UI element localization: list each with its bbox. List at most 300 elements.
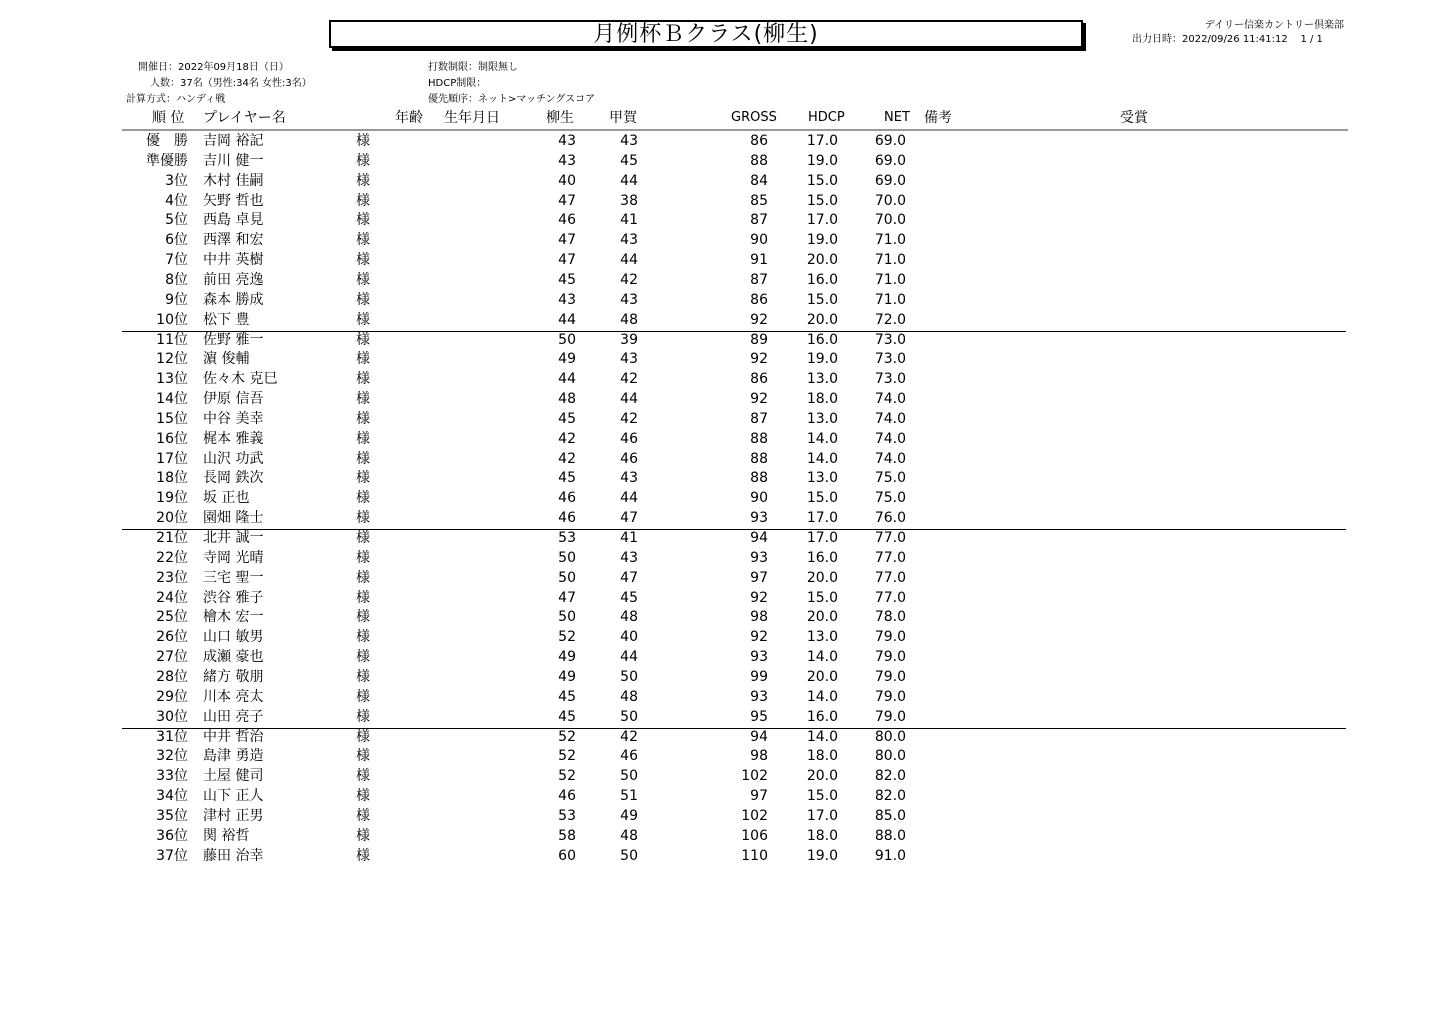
rank-cell: 30位 bbox=[156, 708, 188, 725]
koga-score-cell: 44 bbox=[620, 649, 638, 666]
net-cell: 73.0 bbox=[874, 371, 906, 388]
honorific-cell: 様 bbox=[356, 172, 370, 189]
net-cell: 77.0 bbox=[874, 530, 906, 546]
player-name-cell: 佐野 雅一 bbox=[203, 331, 264, 348]
rank-cell: 15位 bbox=[156, 410, 188, 427]
yagyu-score-cell: 50 bbox=[558, 609, 576, 626]
gross-cell: 98 bbox=[750, 609, 768, 626]
player-name-cell: 土屋 健司 bbox=[203, 768, 264, 785]
player-name-cell: 木村 佳嗣 bbox=[203, 172, 264, 189]
net-cell: 73.0 bbox=[874, 331, 906, 348]
table-row bbox=[0, 509, 1433, 528]
player-name-cell: 松下 豊 bbox=[203, 311, 250, 328]
player-name-cell: 坂 正也 bbox=[203, 490, 250, 507]
net-cell: 82.0 bbox=[874, 788, 906, 805]
net-cell: 80.0 bbox=[874, 748, 906, 765]
player-name-cell: 中井 哲治 bbox=[203, 728, 264, 745]
rank-cell: 32位 bbox=[156, 748, 188, 765]
rank-cell: 35位 bbox=[156, 807, 188, 824]
honorific-cell: 様 bbox=[356, 768, 370, 785]
net-cell: 82.0 bbox=[874, 768, 906, 785]
table-row bbox=[0, 648, 1433, 667]
table-row bbox=[0, 688, 1433, 707]
player-name-cell: 中井 英樹 bbox=[203, 252, 264, 269]
rank-cell: 7位 bbox=[165, 252, 188, 269]
yagyu-score-cell: 50 bbox=[558, 569, 576, 586]
yagyu-score-cell: 53 bbox=[558, 807, 576, 824]
honorific-cell: 様 bbox=[356, 490, 370, 507]
header-player: プレイヤー名 bbox=[203, 110, 286, 126]
report-title: 月例杯Ｂクラス(柳生) bbox=[329, 20, 1083, 48]
header-koga: 甲賀 bbox=[609, 110, 637, 126]
hdcp-cell: 19.0 bbox=[806, 232, 838, 249]
gross-cell: 94 bbox=[750, 530, 768, 546]
table-row bbox=[0, 370, 1433, 389]
net-cell: 71.0 bbox=[874, 232, 906, 249]
net-cell: 71.0 bbox=[874, 252, 906, 269]
table-row bbox=[0, 668, 1433, 687]
player-name-cell: 藤田 治幸 bbox=[203, 847, 264, 864]
gross-cell: 110 bbox=[741, 847, 768, 864]
table-row bbox=[0, 847, 1433, 866]
yagyu-score-cell: 46 bbox=[558, 788, 576, 805]
gross-cell: 90 bbox=[750, 232, 768, 249]
hdcp-cell: 17.0 bbox=[806, 510, 838, 527]
player-name-cell: 佐々木 克巳 bbox=[203, 371, 278, 388]
stroke-limit: 打数制限：制限無し bbox=[428, 62, 518, 73]
player-name-cell: 寺岡 光晴 bbox=[203, 549, 264, 566]
table-row bbox=[0, 390, 1433, 409]
hdcp-cell: 16.0 bbox=[806, 549, 838, 566]
honorific-cell: 様 bbox=[356, 847, 370, 864]
table-row bbox=[0, 192, 1433, 211]
yagyu-score-cell: 52 bbox=[558, 768, 576, 785]
player-name-cell: 成瀬 豪也 bbox=[203, 649, 264, 666]
koga-score-cell: 50 bbox=[620, 768, 638, 785]
player-name-cell: 西澤 和宏 bbox=[203, 232, 264, 249]
rank-cell: 25位 bbox=[156, 609, 188, 626]
yagyu-score-cell: 50 bbox=[558, 549, 576, 566]
honorific-cell: 様 bbox=[356, 788, 370, 805]
hdcp-cell: 18.0 bbox=[806, 748, 838, 765]
koga-score-cell: 47 bbox=[620, 569, 638, 586]
output-info bbox=[1132, 34, 1323, 46]
net-cell: 79.0 bbox=[874, 629, 906, 646]
yagyu-score-cell: 58 bbox=[558, 827, 576, 844]
yagyu-score-cell: 60 bbox=[558, 847, 576, 864]
net-cell: 85.0 bbox=[874, 807, 906, 824]
rank-cell: 37位 bbox=[156, 847, 188, 864]
header-yagyu: 柳生 bbox=[546, 110, 574, 126]
honorific-cell: 様 bbox=[356, 688, 370, 705]
yagyu-score-cell: 43 bbox=[558, 152, 576, 169]
rank-cell: 16位 bbox=[156, 430, 188, 447]
net-cell: 74.0 bbox=[874, 391, 906, 408]
player-name-cell: 川本 亮太 bbox=[203, 688, 264, 705]
player-name-cell: 北井 誠一 bbox=[203, 530, 264, 546]
honorific-cell: 様 bbox=[356, 450, 370, 467]
honorific-cell: 様 bbox=[356, 252, 370, 269]
hdcp-cell: 19.0 bbox=[806, 351, 838, 368]
yagyu-score-cell: 40 bbox=[558, 172, 576, 189]
player-name-cell: 矢野 哲也 bbox=[203, 192, 264, 209]
header-gross: GROSS bbox=[731, 110, 777, 125]
hdcp-cell: 20.0 bbox=[806, 569, 838, 586]
hdcp-cell: 13.0 bbox=[806, 371, 838, 388]
yagyu-score-cell: 47 bbox=[558, 252, 576, 269]
koga-score-cell: 41 bbox=[620, 530, 638, 546]
koga-score-cell: 44 bbox=[620, 172, 638, 189]
rank-cell: 5位 bbox=[165, 212, 188, 229]
honorific-cell: 様 bbox=[356, 609, 370, 626]
rank-cell: 29位 bbox=[156, 688, 188, 705]
table-row bbox=[0, 172, 1433, 191]
hdcp-cell: 16.0 bbox=[806, 271, 838, 288]
koga-score-cell: 48 bbox=[620, 311, 638, 328]
koga-score-cell: 42 bbox=[620, 728, 638, 745]
priority-order: 優先順序：ネット>マッチングスコア bbox=[428, 94, 596, 105]
table-row bbox=[0, 410, 1433, 429]
hdcp-limit: HDCP制限： bbox=[428, 78, 487, 89]
honorific-cell: 様 bbox=[356, 629, 370, 646]
player-name-cell: 山沢 功武 bbox=[203, 450, 264, 467]
rank-cell: 24位 bbox=[156, 589, 188, 606]
gross-cell: 93 bbox=[750, 510, 768, 527]
honorific-cell: 様 bbox=[356, 569, 370, 586]
koga-score-cell: 43 bbox=[620, 232, 638, 249]
player-name-cell: 山田 亮子 bbox=[203, 708, 264, 725]
header-birthdate: 生年月日 bbox=[444, 110, 500, 126]
net-cell: 91.0 bbox=[874, 847, 906, 864]
koga-score-cell: 43 bbox=[620, 291, 638, 308]
player-name-cell: 森本 勝成 bbox=[203, 291, 264, 308]
gross-cell: 86 bbox=[750, 371, 768, 388]
rank-cell: 6位 bbox=[165, 232, 188, 249]
net-cell: 76.0 bbox=[874, 510, 906, 527]
gross-cell: 91 bbox=[750, 252, 768, 269]
gross-cell: 88 bbox=[750, 430, 768, 447]
honorific-cell: 様 bbox=[356, 649, 370, 666]
calc-method: 計算方式：ハンディ戦 bbox=[126, 94, 226, 105]
rank-cell: 21位 bbox=[156, 530, 188, 546]
koga-score-cell: 47 bbox=[620, 510, 638, 527]
yagyu-score-cell: 43 bbox=[558, 291, 576, 308]
honorific-cell: 様 bbox=[356, 410, 370, 427]
hdcp-cell: 15.0 bbox=[806, 589, 838, 606]
yagyu-score-cell: 49 bbox=[558, 668, 576, 685]
hdcp-cell: 18.0 bbox=[806, 391, 838, 408]
player-name-cell: 園畑 隆士 bbox=[203, 510, 264, 527]
koga-score-cell: 44 bbox=[620, 391, 638, 408]
event-date: 開催日：2022年09月18日（日） bbox=[138, 62, 289, 73]
gross-cell: 88 bbox=[750, 470, 768, 487]
gross-cell: 97 bbox=[750, 569, 768, 586]
net-cell: 77.0 bbox=[874, 589, 906, 606]
hdcp-cell: 14.0 bbox=[806, 728, 838, 745]
koga-score-cell: 41 bbox=[620, 212, 638, 229]
net-cell: 74.0 bbox=[874, 450, 906, 467]
player-name-cell: 津村 正男 bbox=[203, 807, 264, 824]
table-row bbox=[0, 291, 1433, 310]
honorific-cell: 様 bbox=[356, 351, 370, 368]
koga-score-cell: 38 bbox=[620, 192, 638, 209]
header-award: 受賞 bbox=[1120, 110, 1148, 126]
table-row bbox=[0, 331, 1433, 350]
gross-cell: 102 bbox=[741, 807, 768, 824]
koga-score-cell: 50 bbox=[620, 668, 638, 685]
koga-score-cell: 45 bbox=[620, 152, 638, 169]
player-name-cell: 檜木 宏一 bbox=[203, 609, 264, 626]
honorific-cell: 様 bbox=[356, 133, 370, 149]
rank-cell: 12位 bbox=[156, 351, 188, 368]
player-name-cell: 長岡 鉄次 bbox=[203, 470, 264, 487]
honorific-cell: 様 bbox=[356, 549, 370, 566]
player-name-cell: 渋谷 雅子 bbox=[203, 589, 264, 606]
honorific-cell: 様 bbox=[356, 232, 370, 249]
hdcp-cell: 13.0 bbox=[806, 629, 838, 646]
honorific-cell: 様 bbox=[356, 510, 370, 527]
hdcp-cell: 17.0 bbox=[806, 133, 838, 149]
honorific-cell: 様 bbox=[356, 530, 370, 546]
rank-cell: 14位 bbox=[156, 391, 188, 408]
output-datetime: 出力日時：2022/09/26 11:41:12 bbox=[1132, 34, 1288, 45]
gross-cell: 93 bbox=[750, 688, 768, 705]
net-cell: 69.0 bbox=[874, 172, 906, 189]
player-name-cell: 濵 俊輔 bbox=[203, 351, 250, 368]
player-name-cell: 山下 正人 bbox=[203, 788, 264, 805]
rank-cell: 3位 bbox=[165, 172, 188, 189]
yagyu-score-cell: 43 bbox=[558, 133, 576, 149]
hdcp-cell: 17.0 bbox=[806, 212, 838, 229]
gross-cell: 92 bbox=[750, 351, 768, 368]
table-row bbox=[0, 628, 1433, 647]
yagyu-score-cell: 49 bbox=[558, 351, 576, 368]
gross-cell: 87 bbox=[750, 410, 768, 427]
player-name-cell: 吉岡 裕記 bbox=[203, 133, 264, 149]
net-cell: 79.0 bbox=[874, 668, 906, 685]
rank-cell: 28位 bbox=[156, 668, 188, 685]
rank-cell: 9位 bbox=[165, 291, 188, 308]
hdcp-cell: 15.0 bbox=[806, 291, 838, 308]
hdcp-cell: 13.0 bbox=[806, 410, 838, 427]
honorific-cell: 様 bbox=[356, 152, 370, 169]
koga-score-cell: 48 bbox=[620, 688, 638, 705]
honorific-cell: 様 bbox=[356, 291, 370, 308]
honorific-cell: 様 bbox=[356, 331, 370, 348]
net-cell: 70.0 bbox=[874, 212, 906, 229]
table-row bbox=[0, 747, 1433, 766]
gross-cell: 87 bbox=[750, 212, 768, 229]
header-remarks: 備考 bbox=[924, 110, 952, 126]
honorific-cell: 様 bbox=[356, 391, 370, 408]
net-cell: 70.0 bbox=[874, 192, 906, 209]
yagyu-score-cell: 52 bbox=[558, 728, 576, 745]
koga-score-cell: 40 bbox=[620, 629, 638, 646]
honorific-cell: 様 bbox=[356, 748, 370, 765]
honorific-cell: 様 bbox=[356, 807, 370, 824]
gross-cell: 95 bbox=[750, 708, 768, 725]
honorific-cell: 様 bbox=[356, 827, 370, 844]
gross-cell: 90 bbox=[750, 490, 768, 507]
table-row bbox=[0, 251, 1433, 270]
yagyu-score-cell: 50 bbox=[558, 331, 576, 348]
yagyu-score-cell: 42 bbox=[558, 430, 576, 447]
yagyu-score-cell: 52 bbox=[558, 748, 576, 765]
net-cell: 79.0 bbox=[874, 688, 906, 705]
rank-cell: 準優勝 bbox=[146, 152, 188, 169]
player-name-cell: 前田 亮逸 bbox=[203, 271, 264, 288]
page-number: 1 / 1 bbox=[1300, 34, 1323, 45]
yagyu-score-cell: 47 bbox=[558, 192, 576, 209]
honorific-cell: 様 bbox=[356, 728, 370, 745]
table-row bbox=[0, 271, 1433, 290]
rank-cell: 27位 bbox=[156, 649, 188, 666]
table-row bbox=[0, 450, 1433, 469]
hdcp-cell: 15.0 bbox=[806, 192, 838, 209]
gross-cell: 84 bbox=[750, 172, 768, 189]
rank-cell: 19位 bbox=[156, 490, 188, 507]
table-row bbox=[0, 311, 1433, 330]
net-cell: 78.0 bbox=[874, 609, 906, 626]
table-row bbox=[0, 350, 1433, 369]
gross-cell: 94 bbox=[750, 728, 768, 745]
hdcp-cell: 14.0 bbox=[806, 430, 838, 447]
yagyu-score-cell: 46 bbox=[558, 212, 576, 229]
gross-cell: 88 bbox=[750, 152, 768, 169]
table-row bbox=[0, 529, 1433, 548]
hdcp-cell: 13.0 bbox=[806, 470, 838, 487]
koga-score-cell: 44 bbox=[620, 252, 638, 269]
gross-cell: 86 bbox=[750, 133, 768, 149]
rank-cell: 11位 bbox=[156, 331, 188, 348]
koga-score-cell: 50 bbox=[620, 847, 638, 864]
gross-cell: 93 bbox=[750, 549, 768, 566]
hdcp-cell: 15.0 bbox=[806, 172, 838, 189]
hdcp-cell: 20.0 bbox=[806, 252, 838, 269]
player-name-cell: 伊原 信吾 bbox=[203, 391, 264, 408]
net-cell: 74.0 bbox=[874, 410, 906, 427]
net-cell: 75.0 bbox=[874, 470, 906, 487]
koga-score-cell: 46 bbox=[620, 748, 638, 765]
net-cell: 80.0 bbox=[874, 728, 906, 745]
header-age: 年齢 bbox=[395, 110, 423, 126]
player-name-cell: 三宅 聖一 bbox=[203, 569, 264, 586]
koga-score-cell: 42 bbox=[620, 410, 638, 427]
yagyu-score-cell: 53 bbox=[558, 530, 576, 546]
gross-cell: 92 bbox=[750, 629, 768, 646]
net-cell: 69.0 bbox=[874, 152, 906, 169]
hdcp-cell: 15.0 bbox=[806, 490, 838, 507]
rank-cell: 13位 bbox=[156, 371, 188, 388]
honorific-cell: 様 bbox=[356, 430, 370, 447]
table-row bbox=[0, 211, 1433, 230]
hdcp-cell: 19.0 bbox=[806, 152, 838, 169]
yagyu-score-cell: 46 bbox=[558, 490, 576, 507]
yagyu-score-cell: 46 bbox=[558, 510, 576, 527]
rank-cell: 17位 bbox=[156, 450, 188, 467]
table-row bbox=[0, 469, 1433, 488]
yagyu-score-cell: 44 bbox=[558, 311, 576, 328]
koga-score-cell: 42 bbox=[620, 371, 638, 388]
rank-cell: 10位 bbox=[156, 311, 188, 328]
table-row bbox=[0, 728, 1433, 747]
player-name-cell: 島津 勇造 bbox=[203, 748, 264, 765]
hdcp-cell: 16.0 bbox=[806, 708, 838, 725]
player-name-cell: 西島 卓見 bbox=[203, 212, 264, 229]
rank-cell: 22位 bbox=[156, 549, 188, 566]
net-cell: 72.0 bbox=[874, 311, 906, 328]
table-row bbox=[0, 569, 1433, 588]
table-row bbox=[0, 132, 1433, 151]
gross-cell: 99 bbox=[750, 668, 768, 685]
hdcp-cell: 20.0 bbox=[806, 768, 838, 785]
gross-cell: 86 bbox=[750, 291, 768, 308]
hdcp-cell: 17.0 bbox=[806, 807, 838, 824]
gross-cell: 85 bbox=[750, 192, 768, 209]
net-cell: 79.0 bbox=[874, 649, 906, 666]
gross-cell: 89 bbox=[750, 331, 768, 348]
gross-cell: 88 bbox=[750, 450, 768, 467]
header-net: NET bbox=[884, 110, 910, 125]
table-row bbox=[0, 708, 1433, 727]
rank-cell: 26位 bbox=[156, 629, 188, 646]
gross-cell: 106 bbox=[741, 827, 768, 844]
rank-cell: 36位 bbox=[156, 827, 188, 844]
player-name-cell: 山口 敏男 bbox=[203, 629, 264, 646]
gross-cell: 102 bbox=[741, 768, 768, 785]
header-rule bbox=[122, 129, 1348, 131]
table-row bbox=[0, 231, 1433, 250]
yagyu-score-cell: 48 bbox=[558, 391, 576, 408]
koga-score-cell: 48 bbox=[620, 609, 638, 626]
net-cell: 79.0 bbox=[874, 708, 906, 725]
hdcp-cell: 14.0 bbox=[806, 688, 838, 705]
hdcp-cell: 14.0 bbox=[806, 649, 838, 666]
honorific-cell: 様 bbox=[356, 708, 370, 725]
yagyu-score-cell: 47 bbox=[558, 589, 576, 606]
hdcp-cell: 20.0 bbox=[806, 311, 838, 328]
gross-cell: 92 bbox=[750, 589, 768, 606]
rank-cell: 34位 bbox=[156, 788, 188, 805]
player-name-cell: 関 裕哲 bbox=[203, 827, 250, 844]
gross-cell: 92 bbox=[750, 311, 768, 328]
rank-cell: 33位 bbox=[156, 768, 188, 785]
net-cell: 69.0 bbox=[874, 133, 906, 149]
koga-score-cell: 50 bbox=[620, 708, 638, 725]
gross-cell: 87 bbox=[750, 271, 768, 288]
rank-cell: 8位 bbox=[165, 271, 188, 288]
net-cell: 77.0 bbox=[874, 569, 906, 586]
rank-cell: 31位 bbox=[156, 728, 188, 745]
player-name-cell: 梶本 雅義 bbox=[203, 430, 264, 447]
hdcp-cell: 18.0 bbox=[806, 827, 838, 844]
net-cell: 71.0 bbox=[874, 291, 906, 308]
koga-score-cell: 45 bbox=[620, 589, 638, 606]
net-cell: 75.0 bbox=[874, 490, 906, 507]
honorific-cell: 様 bbox=[356, 192, 370, 209]
net-cell: 77.0 bbox=[874, 549, 906, 566]
yagyu-score-cell: 45 bbox=[558, 410, 576, 427]
rank-cell: 18位 bbox=[156, 470, 188, 487]
hdcp-cell: 14.0 bbox=[806, 450, 838, 467]
table-row bbox=[0, 608, 1433, 627]
yagyu-score-cell: 42 bbox=[558, 450, 576, 467]
koga-score-cell: 42 bbox=[620, 271, 638, 288]
honorific-cell: 様 bbox=[356, 371, 370, 388]
net-cell: 74.0 bbox=[874, 430, 906, 447]
table-row bbox=[0, 152, 1433, 171]
hdcp-cell: 19.0 bbox=[806, 847, 838, 864]
